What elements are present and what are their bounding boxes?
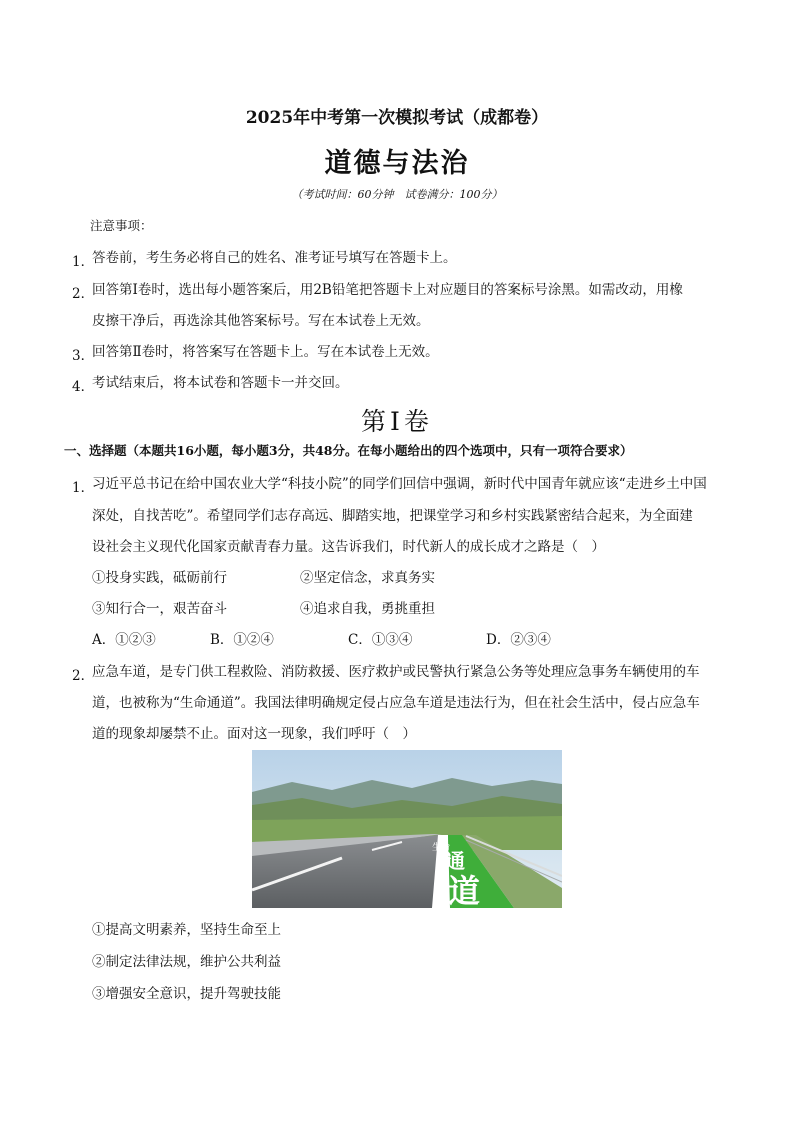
q2-stem-line2: 道，也被称为“生命通道”。我国法律明确规定侵占应急车道是违法行为，但在社会生活中，侵占应急车 [92,695,700,711]
q1-number: 1． [72,480,95,496]
section-heading: 一、选择题（本题共16小题，每小题3分，共48分。在每小题给出的四个选项中，只有一项符合要求） [64,443,633,458]
q1-stem-line3: 设社会主义现代化国家贡献青春力量。这告诉我们，时代新人的成长成才之路是（ ） [92,539,605,555]
q1-choice-a: A．①②③ [92,632,156,648]
lane-text-small: 生命 [432,842,451,852]
q1-option-2: ②坚定信念，求真务实 [300,570,435,586]
emergency-lane-photo [252,750,562,908]
q2-stem-line1: 应急车道，是专门供工程救险、消防救援、医疗救护或民警执行紧急公务等处理应急事务车辆使用的车 [92,664,700,680]
q1-option-1: ①投身实践，砥砺前行 [92,570,227,586]
q2-stem-line3: 道的现象却屡禁不止。面对这一现象，我们呼吁（ ） [92,726,416,742]
q2-number: 2． [72,668,95,684]
note-3-text: 回答第Ⅱ卷时，将答案写在答题卡上。写在本试卷上无效。 [92,344,439,360]
note-2-number: 2． [72,286,95,302]
exam-title: 2025年中考第一次模拟考试（成都卷） [245,108,549,128]
lane-text-dao: 道 [448,872,481,908]
volume-heading: 第Ⅰ卷 [361,407,433,436]
subject-title: 道德与法治 [324,148,470,179]
q1-stem-line2: 深处，自找苦吃”。希望同学们志存高远、脚踏实地，把课堂学习和乡村实践紧密结合起来，为全面建 [92,508,693,524]
time-note: （考试时间：60分钟 试卷满分：100分） [291,188,503,201]
q1-choice-c: C．①③④ [348,632,413,648]
note-1-text: 答卷前，考生务必将自己的姓名、准考证号填写在答题卡上。 [92,250,457,266]
note-1-number: 1． [72,254,95,270]
lane-text-tong: 通 [445,849,465,873]
q1-choice-d: D．②③④ [486,632,551,648]
note-4-number: 4． [72,379,95,395]
q1-option-3: ③知行合一，艰苦奋斗 [92,601,227,617]
notes-heading: 注意事项： [90,218,153,233]
q2-option-1: ①提高文明素养，坚持生命至上 [92,922,281,938]
note-3-number: 3． [72,348,95,364]
note-2-text-cont: 皮擦干净后，再选涂其他答案标号。写在本试卷上无效。 [92,313,430,329]
note-2-text: 回答第Ⅰ卷时，选出每小题答案后，用2B铅笔把答题卡上对应题目的答案标号涂黑。如需改动，用橡 [92,282,683,298]
note-4-text: 考试结束后，将本试卷和答题卡一并交回。 [92,375,349,391]
q1-stem-line1: 习近平总书记在给中国农业大学“科技小院”的同学们回信中强调，新时代中国青年就应该“走进乡土中国 [92,476,707,492]
q2-option-2: ②制定法律法规，维护公共利益 [92,954,281,970]
q2-option-3: ③增强安全意识，提升驾驶技能 [92,986,281,1002]
q1-choice-b: B．①②④ [210,632,274,648]
q1-option-4: ④追求自我，勇挑重担 [300,601,435,617]
